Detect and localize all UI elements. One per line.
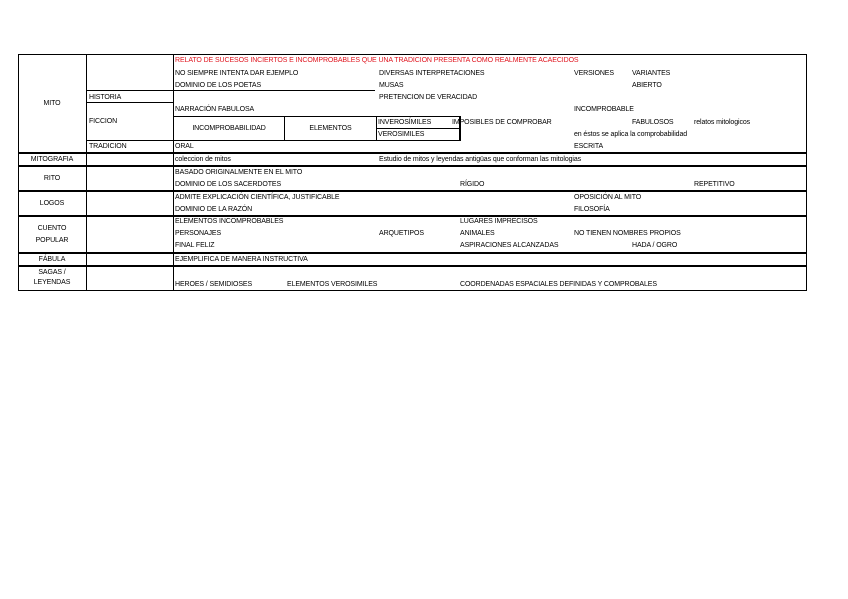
cell-text: PRETENCION DE VERACIDAD <box>379 94 478 101</box>
cell-text: HEROES / SEMIDIOSES <box>175 281 253 288</box>
cell-text: EJEMPLIFICA DE MANERA INSTRUCTIVA <box>175 256 308 263</box>
row-label-fabula: FÁBULA <box>38 256 66 263</box>
sub-label-historia: HISTORIA <box>89 94 122 101</box>
row-label-cuento: CUENTO <box>37 225 67 232</box>
cell-text: Estudio de mitos y leyendas antigüas que conforman las mitologias <box>379 156 582 163</box>
cell-text: INCOMPROBABILIDAD <box>192 125 266 132</box>
cell-text: ELEMENTOS INCOMPROBABLES <box>175 218 284 225</box>
cell-text: PERSONAJES <box>175 230 222 237</box>
row-divider <box>18 165 807 167</box>
cell-text: RÍGIDO <box>460 181 485 188</box>
cell-text: ASPIRACIONES ALCANZADAS <box>460 242 559 249</box>
cell-text: HADA / OGRO <box>632 242 678 249</box>
ficcion-divider <box>376 128 461 129</box>
cell-text: ANIMALES <box>460 230 495 237</box>
cell-text: VARIANTES <box>632 70 671 77</box>
cell-text: FINAL FELIZ <box>175 242 215 249</box>
row-label-popular: POPULAR <box>35 237 69 244</box>
cell-text: IMPOSIBLES DE COMPROBAR <box>452 119 552 126</box>
cell-text: FABULOSOS <box>632 119 674 126</box>
cell-text: VERSIONES <box>574 70 614 77</box>
cell-text: ESCRITA <box>574 143 604 150</box>
cell-text: DOMINIO DE LOS SACERDOTES <box>175 181 282 188</box>
cell-text: ELEMENTOS VEROSIMILES <box>287 281 378 288</box>
row-label-sagas: SAGAS / <box>38 269 66 276</box>
sub-label-tradicion: TRADICION <box>89 143 127 150</box>
cell-text: INVEROSÍMILES <box>378 119 432 126</box>
row-label-mitografia: MITOGRAFIA <box>30 156 74 163</box>
cell-text: OPOSICIÓN AL MITO <box>574 194 642 201</box>
cell-text: ABIERTO <box>632 82 662 89</box>
cell-text: NARRACIÓN FABULOSA <box>175 106 255 113</box>
cell-text: INCOMPROBABLE <box>574 106 634 113</box>
cell-text: LUGARES IMPRECISOS <box>460 218 538 225</box>
row-label-rito: RITO <box>43 175 61 182</box>
cell-text: REPETITIVO <box>694 181 735 188</box>
cell-text: relatos mitologicos <box>694 119 751 126</box>
cell-text: en éstos se aplica la comprobabilidad <box>574 131 688 138</box>
cell-text: ELEMENTOS <box>309 125 352 132</box>
sub-label-ficcion: FICCION <box>89 118 118 125</box>
cell-text: ADMITE EXPLICACIÓN CIENTÍFICA, JUSTIFICABLE <box>175 194 340 201</box>
row-divider <box>18 152 807 154</box>
cell-text: DOMINIO DE LA RAZÓN <box>175 206 253 213</box>
cell-text: VEROSIMILES <box>378 131 425 138</box>
cell-text: DIVERSAS INTERPRETACIONES <box>379 70 485 77</box>
dominio-underline <box>173 90 375 91</box>
cell-text: BASADO ORIGINALMENTE EN EL MITO <box>175 169 303 176</box>
cell-text: NO TIENEN NOMBRES PROPIOS <box>574 230 681 237</box>
historia-bottom-line <box>86 102 174 103</box>
tradicion-top-line <box>86 140 174 141</box>
cell-text: MUSAS <box>379 82 404 89</box>
cell-text: ORAL <box>175 143 194 150</box>
cell-text: coleccion de mitos <box>175 156 231 163</box>
cell-text: FILOSOFÍA <box>574 206 610 213</box>
historia-top-line <box>86 90 174 91</box>
mito-definition: RELATO DE SUCESOS INCIERTOS E INCOMPROBABLES QUE UNA TRADICION PRESENTA COMO REALMENTE ACAECIDOS <box>175 57 579 64</box>
cell-text: ARQUETIPOS <box>379 230 424 237</box>
row-label-mito: MITO <box>43 100 61 107</box>
row-divider <box>18 190 807 192</box>
row-divider <box>18 215 807 217</box>
cell-text: NO SIEMPRE INTENTA DAR EJEMPLO <box>175 70 299 77</box>
cell-text: COORDENADAS ESPACIALES DEFINIDAS Y COMPROBALES <box>460 281 657 288</box>
row-label-logos: LOGOS <box>39 200 65 207</box>
row-label-leyendas: LEYENDAS <box>33 279 71 286</box>
row-divider <box>18 265 807 267</box>
cell-text: DOMINIO DE LOS POETAS <box>175 82 262 89</box>
row-divider <box>18 252 807 254</box>
